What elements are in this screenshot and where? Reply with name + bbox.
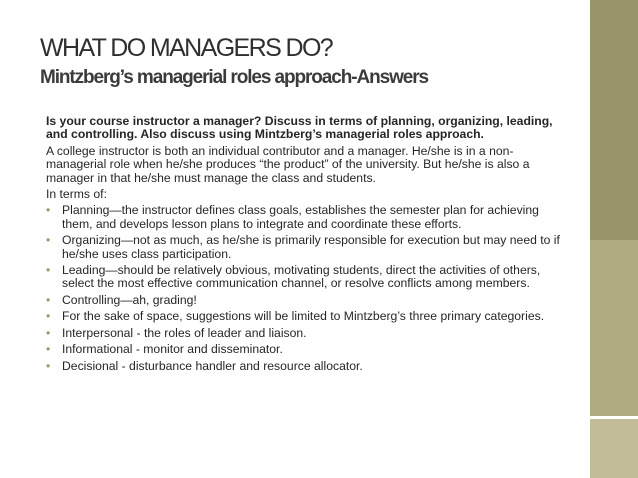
list-item-text: Informational - monitor and disseminator. — [62, 342, 283, 357]
list-item — [46, 294, 566, 307]
slide-subtitle: Mintzberg’s managerial roles approach-Answers — [40, 67, 428, 88]
list-item — [46, 204, 566, 231]
slide-title: WHAT DO MANAGERS DO? — [40, 34, 333, 62]
question-text: Is your course instructor a manager? Discuss in terms of planning, organizing, leading, and controlling. Also discuss using Mintzberg’s managerial roles approach. — [46, 114, 553, 142]
slide-content — [46, 115, 566, 376]
bullet-icon: • — [46, 203, 51, 218]
bullet-icon: • — [46, 342, 51, 357]
list-item — [46, 264, 566, 291]
answer-text: A college instructor is both an individual contributor and a manager. He/she is in a non-managerial role when he/she produces “the product” of the university. But he/she is also a manager in that he/she must manage the class and students. — [46, 143, 530, 185]
sidebar-band-bottom — [590, 419, 638, 478]
list-item-text: Interpersonal - the roles of leader and liaison. — [62, 325, 307, 340]
list-item-text: Controlling—ah, grading! — [62, 292, 197, 307]
bullet-icon: • — [46, 292, 51, 307]
list-item — [46, 327, 566, 340]
bullet-list — [46, 204, 566, 372]
decorative-sidebar — [590, 0, 638, 478]
bullet-icon: • — [46, 358, 51, 373]
bullet-icon: • — [46, 309, 51, 324]
list-item — [46, 360, 566, 373]
list-item — [46, 343, 566, 356]
sidebar-band-middle — [590, 240, 638, 416]
in-terms-of-label: In terms of: — [46, 187, 107, 202]
list-item-text: For the sake of space, suggestions will be limited to Mintzberg’s three primary categories. — [62, 309, 545, 324]
bullet-icon: • — [46, 263, 51, 278]
list-item-text: Planning—the instructor defines class goals, establishes the semester plan for achieving them, and develops lesson plans to integrate and coordinate these efforts. — [62, 203, 539, 231]
list-item-text: Organizing—not as much, as he/she is primarily responsible for execution but may need to if he/she uses class participation. — [62, 233, 560, 261]
list-item — [46, 310, 566, 323]
list-item-text: Leading—should be relatively obvious, motivating students, direct the activities of others, select the most effective communication channel, or resolve conflicts among members. — [62, 263, 541, 291]
list-item-text: Decisional - disturbance handler and resource allocator. — [62, 358, 363, 373]
list-item — [46, 234, 566, 261]
bullet-icon: • — [46, 325, 51, 340]
bullet-icon: • — [46, 233, 51, 248]
sidebar-band-top — [590, 0, 638, 240]
